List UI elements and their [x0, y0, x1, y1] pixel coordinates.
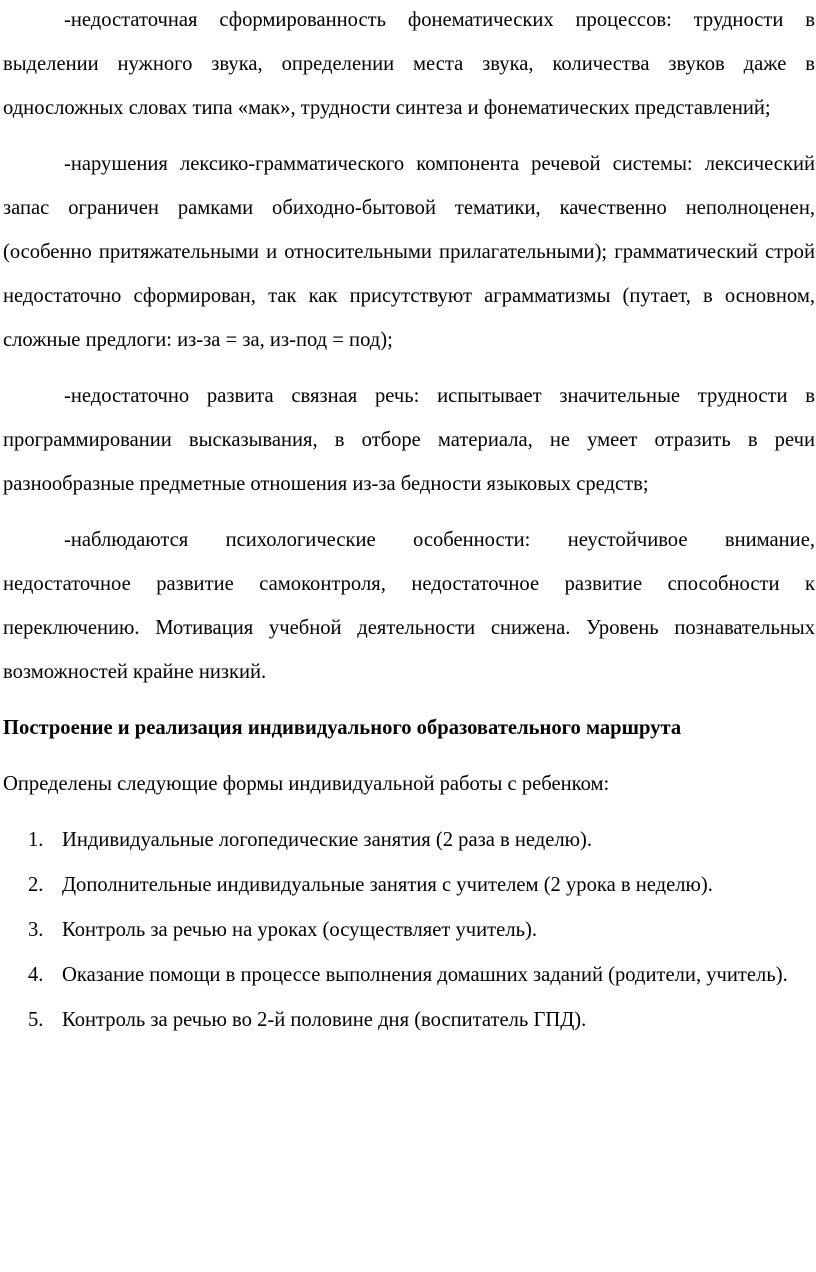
paragraph-psychological: -наблюдаются психологические особенности: неустойчивое внимание, недостаточное развитие самоконтроля, недостаточное развитие способности к переключению. Мотивация учебной деятельности снижена. Уровень познавательных возможностей крайне низкий.	[3, 529, 815, 683]
list-item	[3, 908, 815, 952]
list-item	[3, 818, 815, 862]
list-text: Контроль за речью во 2-й половине дня (воспитатель ГПД).	[62, 1009, 587, 1031]
list-number: 4.	[28, 964, 44, 986]
paragraph-phonemic: -недостаточная сформированность фонематических процессов: трудности в выделении нужного звука, определении места звука, количества звуков даже в односложных словах типа «мак», трудности синтеза и фонематических представлений;	[3, 9, 815, 119]
list-number: 1.	[28, 829, 44, 851]
list-text: Контроль за речью на уроках (осуществляет учитель).	[62, 919, 537, 941]
document-page	[3, 0, 815, 1042]
list-number: 5.	[28, 1009, 44, 1031]
list-text: Индивидуальные логопедические занятия (2 раза в неделю).	[62, 829, 593, 851]
list-number: 3.	[28, 919, 44, 941]
list-item	[3, 863, 815, 907]
work-forms-list	[3, 818, 815, 1042]
paragraph-coherent-speech: -недостаточно развита связная речь: испытывает значительные трудности в программировании высказывания, в отборе материала, не умеет отразить в речи разнообразные предметные отношения из-за бедности языковых средств;	[3, 385, 815, 495]
list-text: Дополнительные индивидуальные занятия с учителем (2 урока в неделю).	[62, 874, 713, 896]
intro-text: Определены следующие формы индивидуальной работы с ребенком:	[3, 773, 610, 795]
list-item	[3, 998, 815, 1042]
list-item	[3, 953, 815, 997]
section-heading: Построение и реализация индивидуального образовательного маршрута	[3, 717, 682, 739]
list-text: Оказание помощи в процессе выполнения домашних заданий (родители, учитель).	[62, 964, 788, 986]
list-number: 2.	[28, 874, 44, 896]
paragraph-lexical-grammatical: -нарушения лексико-грамматического компонента речевой системы: лексический запас ограничен рамками обиходно-бытовой тематики, качественно неполноценен, (особенно притяжательными и относительными прилагательными); грамматический строй недостаточно сформирован, так как присутствуют аграмматизмы (путает, в основном, сложные предлоги: из-за = за, из-под = под);	[3, 153, 815, 351]
